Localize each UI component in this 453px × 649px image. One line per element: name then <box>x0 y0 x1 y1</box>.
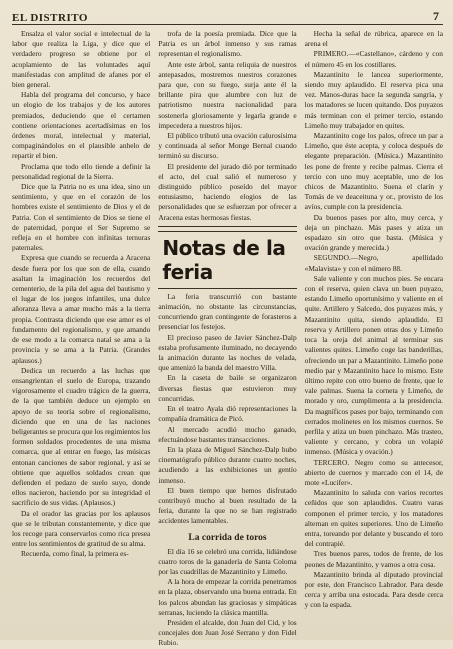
paragraph: SEGUNDO.—Negro, apellidado «Malavista» y con el número 88. <box>304 253 443 273</box>
paragraph: La feria transcurrió con bastante animación, no obstante las circunstancias, concurriendo gran contingente de forasteros a presenciar los festejos. <box>158 291 297 332</box>
paragraph: El precioso paseo de Javier Sánchez-Dalp estaba profusamente iluminado, no decayendo la animación durante las noches de velada, que amenizó la banda del maestro Villa. <box>158 332 297 373</box>
paragraph: Sale valiente y con muchos pies. Se encara con el reserva, quien clava un buen puyazo, estando Limeño oportunísimo y valiente en el quite. Artillero y Salcedo, dos puyazos más, y Mazantinito quita, siendo aplaudido. El reserva y Artillero ponen otras dos y Limeño toca la oreja del animal al terminar sus valientes quites. Limeño coge las banderillas, ofreciendo un par a Mazantinito. Limeño pone medio par y Mazantinito hace lo mismo. Este último repite con otro bueno de frente, que le vale palmas. Suena la corneta y Limeño, de morado y oro, cumplimenta a la presidencia. Da magníficos pases por bajo, terminando con cerrados molinetes en los mismos cuernos. Se perfila y atiza un buen pinchazo. Más trasteo, valiente y cercano, y cobra un volapié inmenso. (Música y ovación.) <box>304 273 443 457</box>
paragraph: El buen tiempo que hemos disfrutado contribuyó mucho al buen resultado de la feria, durante la que no se han registrado accidentes lamentables. <box>158 485 297 526</box>
paragraph: Mazantinito le lancea superiormente, siendo muy aplaudido. El reserva pica una vez. Manos-duras hace la segunda sangría, y los matadores se lucen quitando. Dos puyazos más terminan con el primer tercio, estando Limeño muy trabajador en quites. <box>304 69 443 130</box>
paragraph: El día 16 se celebró una corrida, lidiándose cuatro toros de la ganadería de Santa Coloma por las cuadrillas de Mazantinito y Limeño. <box>158 546 297 576</box>
columns <box>12 29 443 648</box>
paragraph: En la caseta de baile se organizaron diversas fiestas que estuvieron muy concurridas. <box>158 373 297 403</box>
column-1 <box>12 29 150 635</box>
paragraph: trofa de la poesía premiada. Dice que la Patria es un árbol inmenso y sus ramas representan el regionalismo. <box>158 29 297 59</box>
column-3 <box>305 29 443 635</box>
paragraph: Tres buenos pares, todos de frente, de los peones de Mazantinito, y vamos a otra cosa. <box>304 549 443 569</box>
corrida-section-title: La corrida de toros <box>188 532 267 543</box>
paragraph: Expresa que cuando se recuerda a Aracena desde fuera por los que son de ella, cuando asaltan la imaginación los recuerdos del cementerio, de la pila del agua del bautismo y el lugar de los juegos infantiles, una dulce añoranza lleva a amar mucho más a la tierra propia. Contrasta diciendo que ese amor es el fundamento del regionalismo, y que amando de ese modo a la comarca natal se ama a la provincia y se ama a la Patria. (Grandes aplausos.) <box>12 253 151 365</box>
paragraph: Presiden el alcalde, don Juan del Cid, y los concejales don Juan José Serrano y don Fidel Rubio. <box>158 617 297 648</box>
paragraph: Dice que la Patria no es una idea, sino un sentimiento, y que en el corazón de los hombres existe el sentimiento de Dios y el de Patria. Con el sentimiento de Dios se tiene el de paternidad, porque el Ser Supremo se refleja en el hombre con infinitas ternuras paternales. <box>12 182 151 253</box>
paragraph: Ensalza el valor social e intelectual de la labor que realiza la Liga, y dice que el verdadero progreso se obtiene por el acoplamiento de las voluntades aquí manifestadas con amplitud de afanes por el bien general. <box>12 29 151 90</box>
paragraph: Hecha la señal de rúbrica, aparece en la arena el <box>304 29 443 49</box>
paragraph: PRIMERO.—«Castellano», cárdeno y con el número 45 en los costillares. <box>304 49 443 69</box>
paragraph: Al mercado acudió mucho ganado, efectuándose bastantes transacciones. <box>158 424 297 444</box>
paragraph: Recuerda, como final, la primera es- <box>21 549 129 559</box>
paragraph: Ante este árbol, santa reliquia de nuestros antepasados, mostremos nuestros corazones para que, con su fuego, surja ante él la brillante pira que alumbre con luz de patriotismo nuestra nacionalidad para sostenerla gloriosamente y legarla grande e impecedera a nuestros hijos. <box>158 59 297 130</box>
paragraph: Mazantinito brinda al diputado provincial por este, don Francisco Labrador. Para desde cerca y arriba una estocada. Para desde cerca y con la espada. <box>304 569 443 610</box>
feria-section-title: Notas de la feria <box>162 235 286 284</box>
paragraph: En el teatro Ayala dió representaciones la compañía dramática de Picó. <box>158 404 297 424</box>
paragraph: Mazantinito coge los palos, ofrece un par a Limeño, que éste acepta, y coloca después de elegante preparación. (Música.) Mazantinito les pone de frente y recibe palmas. Cierra el tercio con uno muy aceptable, uno de los chicos de Mazantinito. Suena el clarín y Tomás de ve deaceituna y or., provisto de los avíos, cumple con la presidencia. <box>304 131 443 212</box>
paragraph: En la plaza de Miguel Sánchez-Dalp hubo cinematógrafo público durante cuatro noches, acudiendo a las exhibiciones un gentío inmenso. <box>158 444 297 485</box>
paragraph: El presidente del jurado dió por terminado el acto, del cual salió el numeroso y distinguido público poseído del mayor entusiasmo, haciendo elogios de las personalidades que se esfuerzan por ofrecer a Aracena estas hermosas fiestas. <box>158 161 297 222</box>
paragraph: Proclama que todo ello tiende a definir la personalidad regional de la Sierra. <box>12 161 151 181</box>
page-header <box>12 6 443 25</box>
paragraph: Da el orador las gracias por los aplausos que se le tributan constantemente, y dice que los recoge para conservarlos como rica presea entre los sentimientos de gratitud de su alma. <box>12 508 151 549</box>
paragraph: A la hora de empezar la corrida penetramos en la plaza, observando una buena entrada. En los palcos abundan las graciosas y simpáticas serranas, luciendo la clásica mantilla. <box>158 577 297 617</box>
title-underline <box>158 288 296 289</box>
page-number: 7 <box>433 9 439 23</box>
paragraph: Da buenos pases por alto, muy cerca, y deja un pinchazo. Más pases y atiza un espadazo sin otro que basta. (Música y ovación grande y merecida.) <box>304 212 443 253</box>
paragraph: Dedica un recuerdo a las luchas que ensangrientan el suelo de Europa, trazando vigorosamente el cuadro trágico de la guerra, de la que también deduce un ejemplo en apoyo de su teoría sobre el regionalismo, diciendo que en una de las naciones beligerantes se procura que los regimientos los formen soldados procedentes de una misma comarca, que al entrar en fuego, las músicas entonan canciones de sabor regional, y así se obtiene que aquellos soldados crean que defienden el pedazo de suelo suyo, donde ellos nacieron, haciendo por su integridad el sacrificio de sus vidas. (Aplausos.) <box>12 365 151 508</box>
paragraph: TERCERO. Negro como su antecesor, abierto de cuernos y marcado con el 14, de mote «Lucifer». <box>304 457 443 487</box>
masthead: EL DISTRITO <box>12 12 88 24</box>
paragraph: Habla del programa del concurso, y hace un elogio de los trabajos y de los autores premiados, deduciendo que el certamen contiene orientaciones acertadísimas en los órdenes moral, intelectual y material, compaginándolos en el plausible anhelo de repartir el bien. <box>12 90 151 161</box>
paragraph: Mazantinito lo saluda con varios recortes ceñidos que son aplaudidos. Cuatro varas componen el primer tercio, y los matadores alternan en quites superiores. Uno de Limeño entra, toreando por delante y buscando el toro del contrapié. <box>304 488 443 549</box>
section-divider <box>158 226 296 232</box>
paragraph: El público tributó una ovación calurosísima y continuada al señor Monge Bernal cuando terminó su discurso. <box>158 131 297 161</box>
column-2 <box>158 29 297 648</box>
